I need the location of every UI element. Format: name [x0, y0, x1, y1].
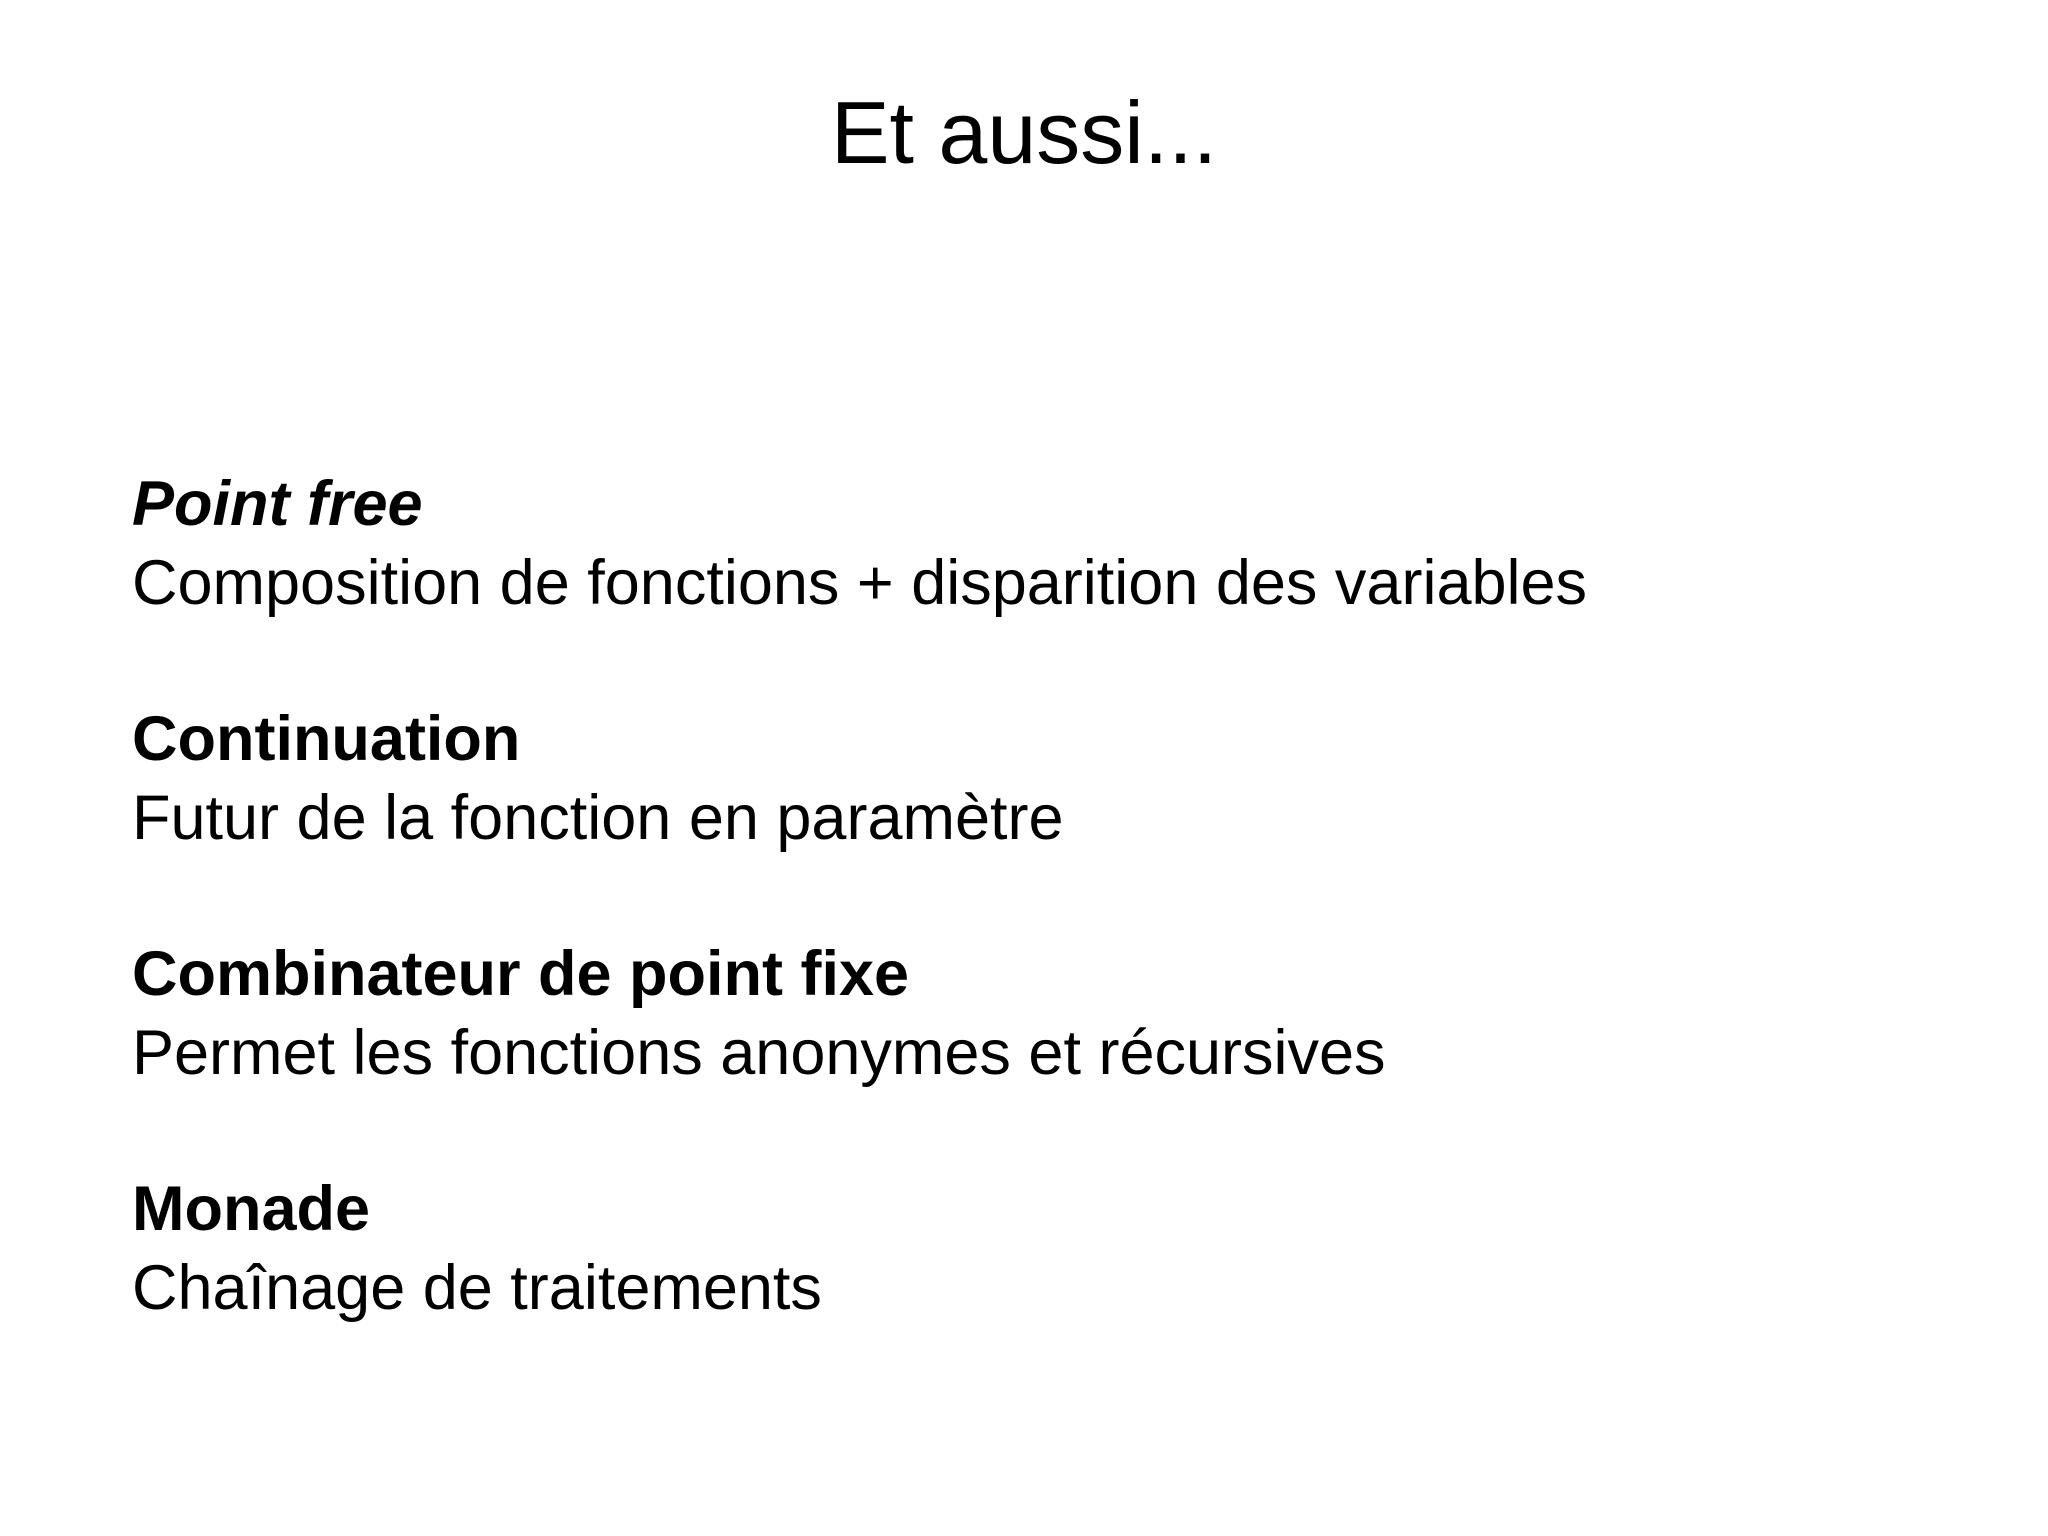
slide-title: Et aussi...	[830, 83, 1218, 182]
item-description: Futur de la fonction en paramètre	[132, 783, 1064, 853]
list-item-continuation	[132, 700, 1982, 858]
list-item-monade	[132, 1170, 1982, 1328]
item-heading: Combinateur de point fixe	[132, 939, 910, 1009]
item-description: Permet les fonctions anonymes et récursives	[132, 1018, 1386, 1088]
item-description: Chaînage de traitements	[132, 1253, 822, 1323]
list-item-point-free	[132, 465, 1982, 623]
slide-content	[132, 465, 1982, 1405]
item-heading: Point free	[132, 469, 423, 539]
item-heading: Monade	[132, 1174, 371, 1244]
item-description: Composition de fonctions + disparition des variables	[132, 548, 1588, 618]
item-heading: Continuation	[132, 704, 521, 774]
list-item-combinateur	[132, 935, 1982, 1093]
